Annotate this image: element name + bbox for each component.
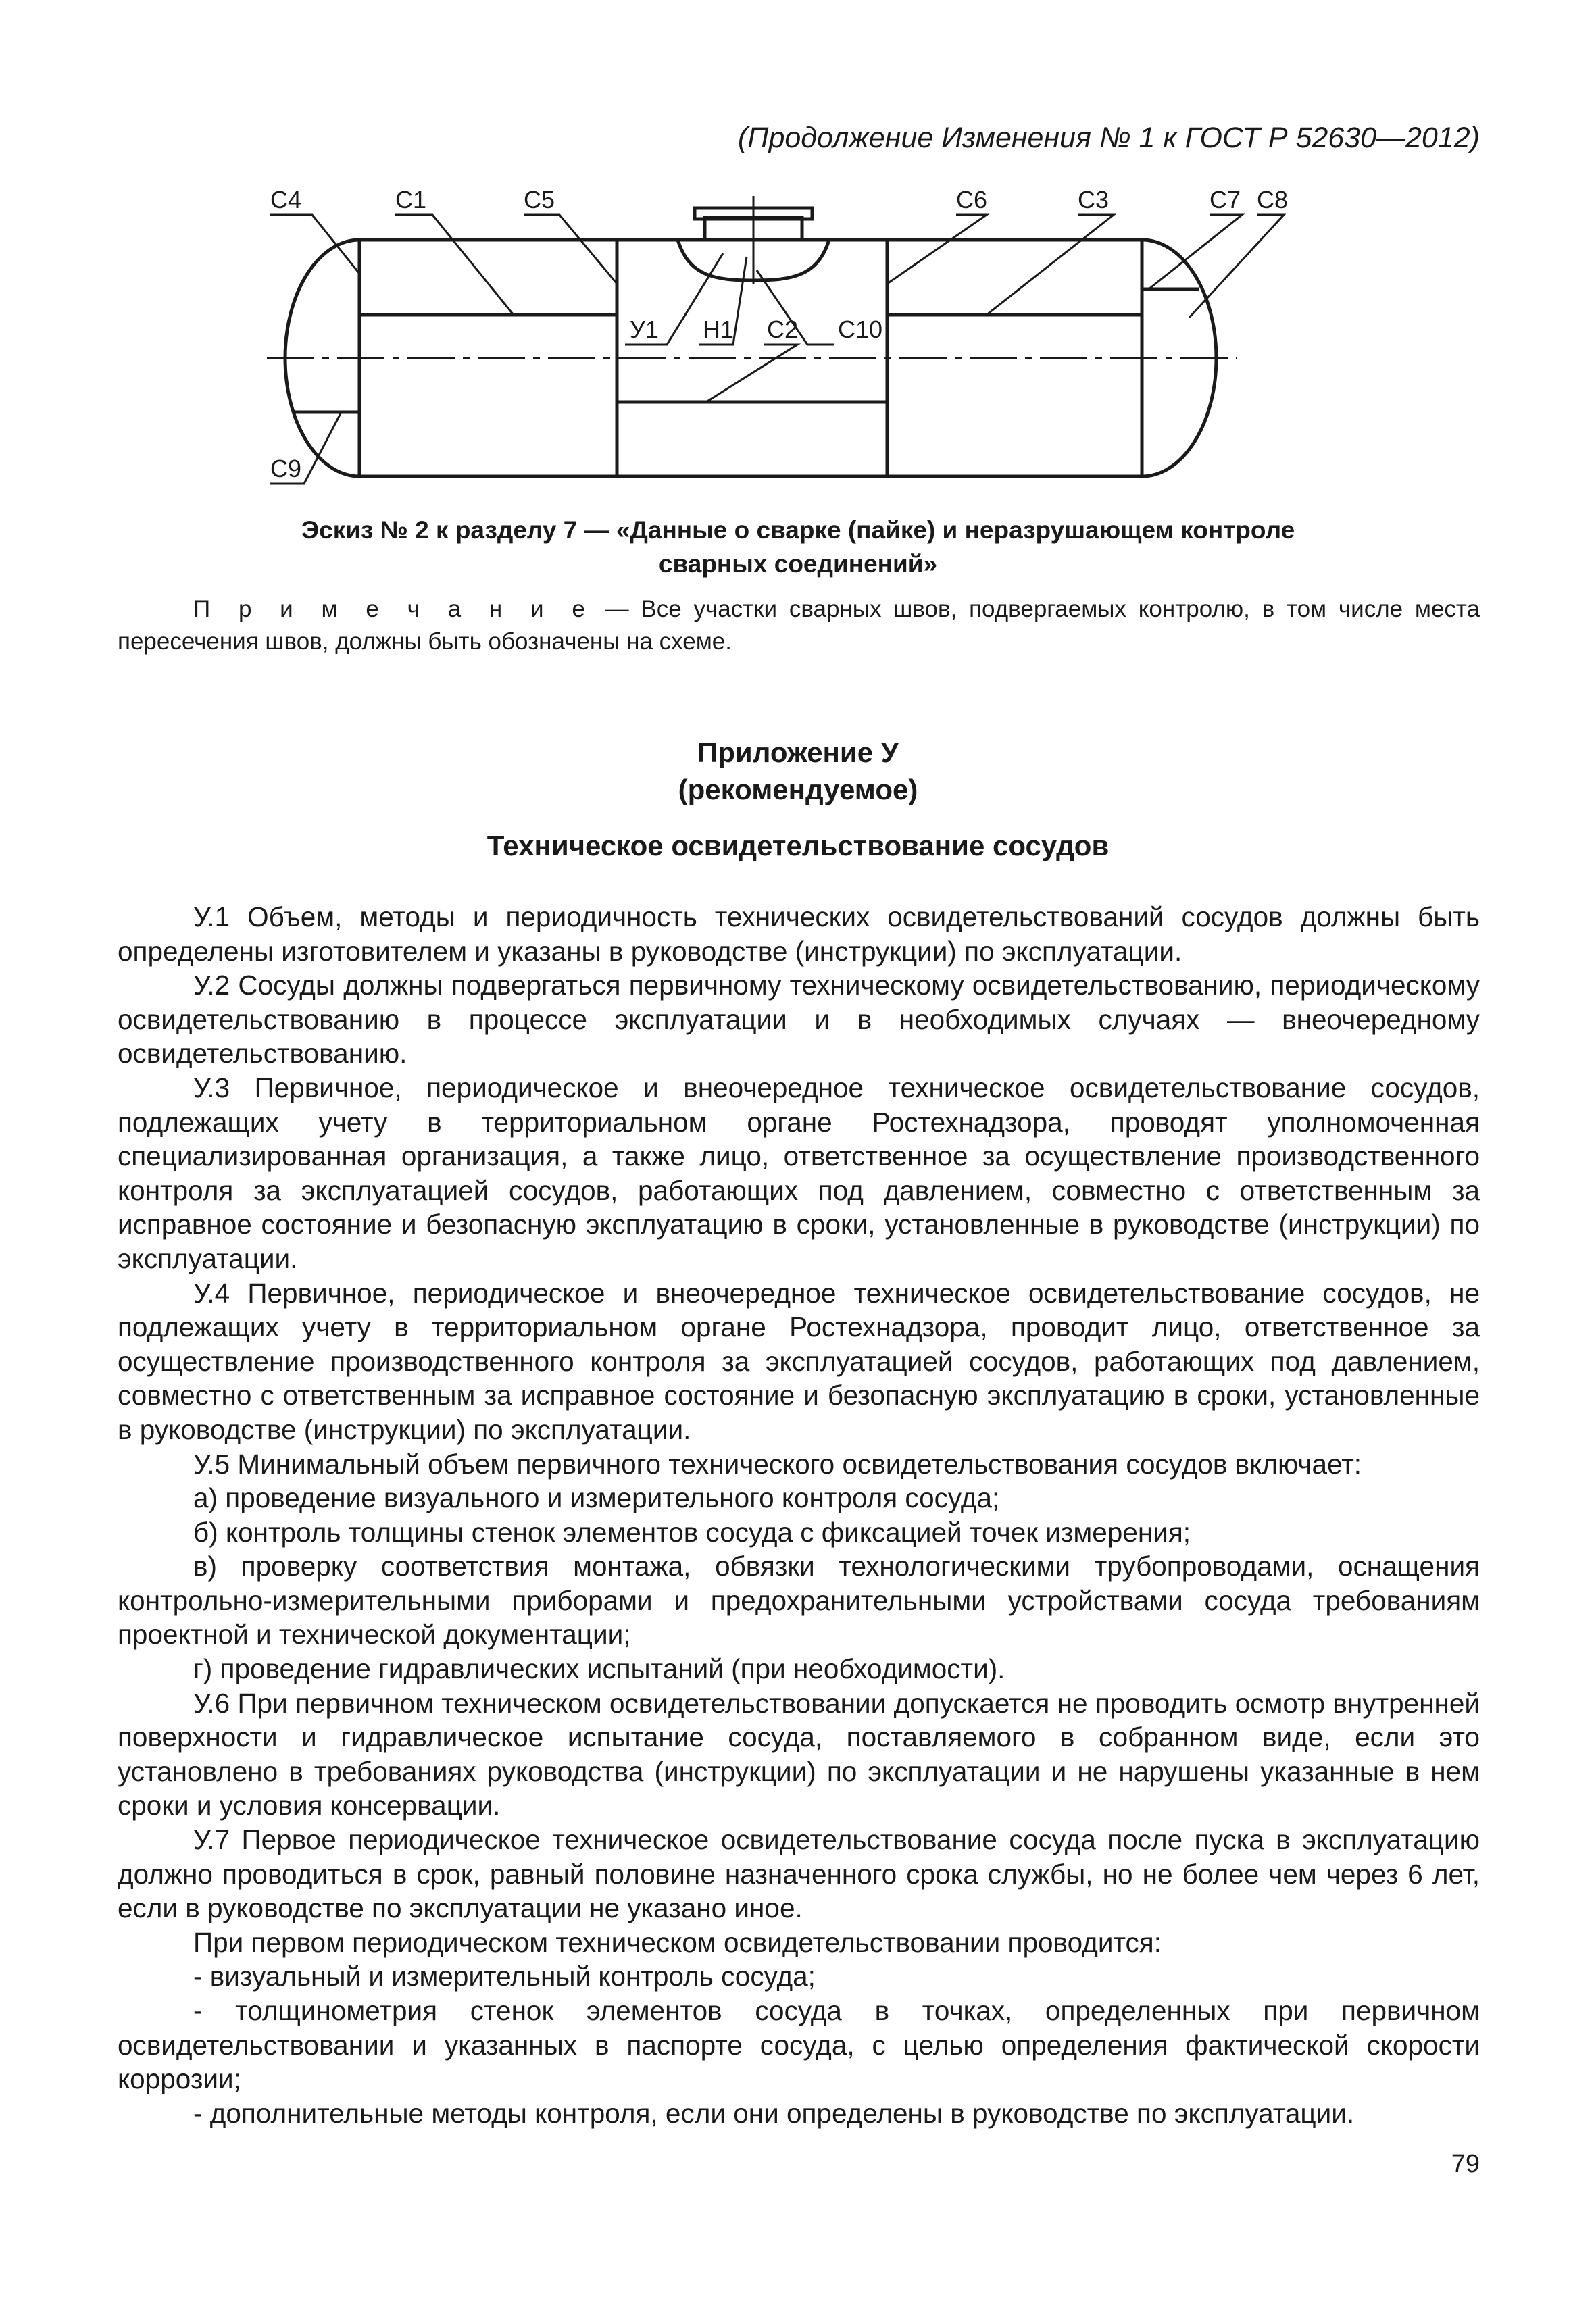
- section-title: Техническое освидетельствование сосудов: [487, 830, 1109, 861]
- paragraph: У.5 Минимальный объем первичного технического освидетельствования сосудов включает:: [193, 1448, 1362, 1480]
- leader-c6: [887, 215, 987, 284]
- paragraph: У.1 Объем, методы и периодичность технических освидетельствований сосудов должны быть определены изготовителем и указаны в руководстве (инструкции) по эксплуатации.: [118, 901, 1480, 967]
- note-text: — Все участки сварных швов, подвергаемых контролю, в том числе места пересечения швов, должны быть обозначены на схеме.: [118, 596, 1480, 655]
- label-c3: С3: [1078, 186, 1109, 213]
- paragraph: У.2 Сосуды должны подвергаться первичному техническому освидетельствованию, периодическому освидетельствованию в процессе эксплуатации и в необходимых случаях — внеочередному освидетельствованию.: [118, 970, 1480, 1070]
- appendix-heading: [0, 734, 1596, 808]
- leader-c1: [395, 215, 514, 315]
- caption-line: Эскиз № 2 к разделу 7 — «Данные о сварке (пайке) и неразрушающем контроле: [301, 516, 1295, 544]
- note-prefix: П р и м е ч а н и е: [193, 596, 593, 622]
- label-y1: У1: [630, 316, 659, 343]
- list-item: в) проверку соответствия монтажа, обвязки технологическими трубопроводами, оснащения контрольно-измерительными приборами и предохранительными устройствами сосуда требованиям проектной и технической документации;: [118, 1551, 1480, 1651]
- paragraph: При первом периодическом техническом освидетельствовании проводится:: [193, 1926, 1162, 1958]
- label-h1: Н1: [703, 316, 734, 343]
- leader-c2: [706, 345, 797, 402]
- list-item: - визуальный и измерительный контроль сосуда;: [193, 1961, 816, 1992]
- list-item: - дополнительные методы контроля, если они определены в руководстве по эксплуатации.: [193, 2097, 1355, 2129]
- label-c5: С5: [524, 186, 555, 213]
- page-number: 79: [1451, 2150, 1480, 2178]
- paragraph: У.7 Первое периодическое техническое освидетельствование сосуда после пуска в эксплуатацию должно проводиться в срок, равный половине назначенного срока службы, но не более чем через 6 лет, если в руководстве по эксплуатации не указано иное.: [118, 1824, 1480, 1924]
- list-item: г) проведение гидравлических испытаний (при необходимости).: [193, 1653, 1005, 1685]
- paragraph: У.6 При первичном техническом освидетельствовании допускается не проводить осмотр внутренней поверхности и гидравлическое испытание сосуда, поставляемого в собранном виде, если это установлено в требованиях руководства (инструкции) по эксплуатации и не нарушены указанные в нем сроки и условия консервации.: [118, 1687, 1480, 1821]
- appendix-status: (рекомендуемое): [678, 774, 918, 805]
- note: [118, 593, 1480, 658]
- leader-c8: [1189, 215, 1284, 318]
- label-c8: С8: [1257, 186, 1289, 213]
- label-c7: С7: [1210, 186, 1241, 213]
- body-text: [118, 900, 1480, 2130]
- paragraph: У.3 Первичное, периодическое и внеочередное техническое освидетельствование сосудов, подлежащих учету в территориальном органе Ростехнадзора, проводят уполномоченная специализированная организация, а также лицо, ответственное за осуществление производственного контроля за эксплуатацией сосудов, работающих под давлением, совместно с ответственным за исправное состояние и безопасную эксплуатацию в сроки, установленные в руководстве (инструкции) по эксплуатации.: [118, 1072, 1480, 1274]
- caption-line: сварных соединений»: [658, 550, 938, 578]
- list-item: а) проведение визуального и измерительного контроля сосуда;: [193, 1482, 1000, 1514]
- label-c6: С6: [956, 186, 988, 213]
- label-c4: С4: [270, 186, 302, 213]
- leader-c5: [524, 215, 617, 284]
- list-item: б) контроль толщины стенок элементов сосуда с фиксацией точек измерения;: [193, 1516, 1191, 1548]
- leader-c3: [987, 215, 1114, 315]
- paragraph: У.4 Первичное, периодическое и внеочередное техническое освидетельствование сосудов, не подлежащих учету в территориальном органе Ростехнадзора, проводит лицо, ответственное за осуществление производственного контроля за эксплуатацией сосудов, работающих под давлением, совместно с ответственным за исправное состояние и безопасную эксплуатацию в сроки, установленные в руководстве (инструкции) по эксплуатации.: [118, 1277, 1480, 1445]
- label-c1: С1: [395, 186, 427, 213]
- vessel-sketch: [0, 0, 1596, 500]
- label-c9: С9: [270, 455, 302, 482]
- label-c2: С2: [767, 316, 799, 343]
- appendix-title: Приложение У: [697, 736, 899, 768]
- list-item: - толщинометрия стенок элементов сосуда в точках, определенных при первичном освидетельствовании и указанных в паспорте сосуда, с целью определения фактической скорости коррозии;: [118, 1995, 1480, 2095]
- label-c10: С10: [838, 316, 883, 343]
- running-header: (Продолжение Изменения № 1 к ГОСТ Р 52630—2012): [737, 122, 1480, 154]
- sketch-caption: [0, 513, 1596, 581]
